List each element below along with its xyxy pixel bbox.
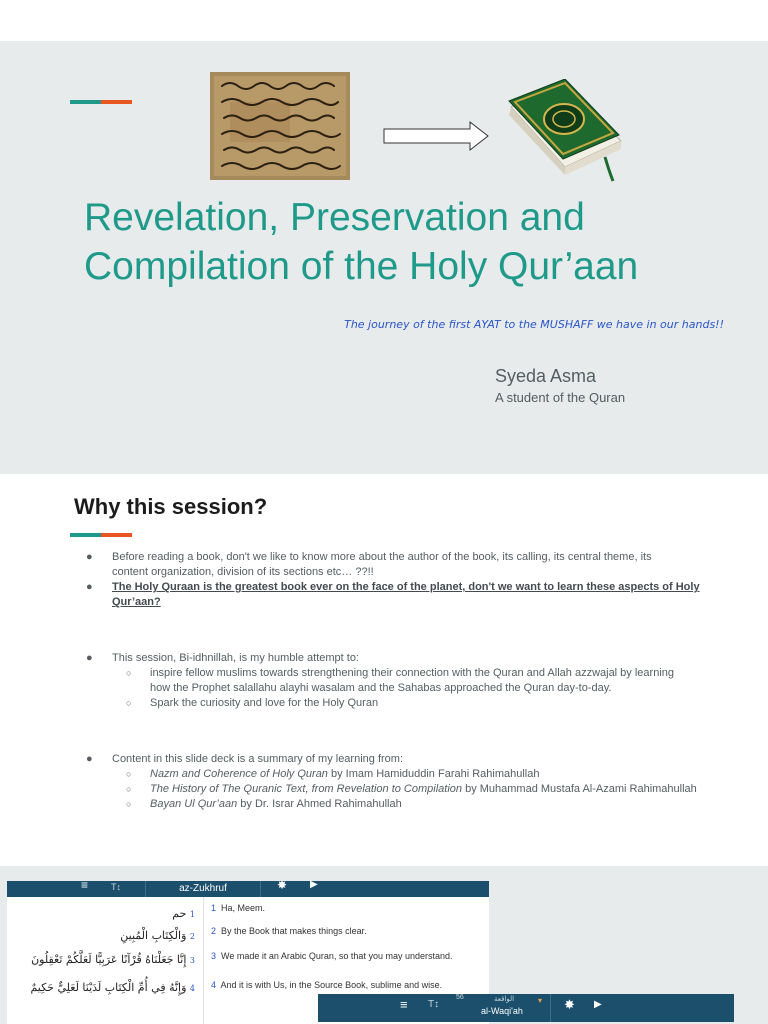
accent-orange-segment: [101, 100, 132, 104]
english-verse-1: [211, 903, 481, 914]
accent-bar: [70, 533, 132, 537]
surah-number: 56: [456, 994, 464, 1001]
english-text: Ha, Meem.: [221, 903, 266, 913]
bullet-item: [84, 580, 724, 610]
accent-bar: [70, 100, 132, 104]
verse-number: 3: [211, 951, 217, 961]
source-item: [84, 767, 724, 782]
verse-number: 2: [189, 932, 195, 941]
sub-bullet-item: [84, 696, 724, 711]
verse-number: 4: [189, 984, 195, 993]
sub-bullet-text: inspire fellow muslims towards strengthening their connection with the Quran and Allah azzwajal by learning: [150, 667, 674, 679]
bullet-dot-icon: ●: [86, 652, 93, 664]
accent-teal-segment: [70, 533, 101, 537]
bullet-group-purpose: [84, 651, 724, 711]
accent-teal-segment: [70, 100, 101, 104]
slide-title: [84, 193, 704, 291]
bullet-text: content organization, division of its sections etc… ??!!: [112, 566, 374, 578]
arabic-verse-4: [30, 981, 195, 994]
bullet-group-sources: [84, 752, 724, 812]
right-arrow-icon: [382, 121, 490, 151]
sub-bullet-text: how the Prophet salallahu alayhi wasalam and the Sahabas approached the Quran day-to-day.: [150, 682, 612, 694]
sub-bullet-circle-icon: ○: [126, 698, 132, 708]
arabic-text: حم: [172, 907, 187, 920]
surah-selector[interactable]: az-Zukhruf: [145, 881, 261, 897]
sub-bullet-text: Spark the curiosity and love for the Holy Quran: [150, 697, 379, 709]
english-verse-2: [211, 926, 481, 937]
app-top-bar: [7, 878, 489, 897]
arabic-verse-1: [172, 907, 195, 920]
bar-divider: [550, 994, 551, 1022]
column-divider: [203, 897, 204, 1024]
verse-number: 1: [189, 910, 195, 919]
bullet-text-emphasis: Qur’aan?: [112, 596, 161, 608]
arabic-verse-3: [31, 953, 195, 966]
arabic-text: وَإِنَّهُ فِي أُمِّ الْكِتَابِ لَدَيْنَا لَعَلِيٌّ حَكِيمٌ: [30, 981, 187, 994]
gear-icon[interactable]: ✸: [564, 997, 575, 1012]
arabic-text: إِنَّا جَعَلْنَاهُ قُرْآنًا عَرَبِيًّا لَعَلَّكُمْ تَعْقِلُونَ: [31, 953, 187, 966]
bullet-text: Content in this slide deck is a summary of my learning from:: [112, 753, 404, 765]
source-item: [84, 797, 724, 812]
english-text: And it is with Us, in the Source Book, sublime and wise.: [220, 980, 443, 990]
arabic-verse-2: [120, 929, 195, 942]
slide-title-line1: Revelation, Preservation and: [84, 196, 585, 239]
text-size-icon[interactable]: T↕: [111, 882, 121, 892]
why-session-slide: [0, 474, 768, 866]
bullet-text: Before reading a book, don't we like to know more about the author of the book, its calling, its central theme, its: [112, 551, 652, 563]
play-icon[interactable]: ▶: [310, 879, 318, 890]
bullet-dot-icon: ●: [86, 753, 93, 765]
slide-heading: Why this session?: [74, 494, 268, 519]
quran-app-slide: [0, 866, 768, 1024]
bullet-dot-icon: ●: [86, 551, 93, 563]
text-size-icon[interactable]: T↕: [428, 999, 440, 1010]
source-item: [84, 782, 724, 797]
quran-book-image: [505, 79, 625, 183]
verse-number: 4: [211, 980, 217, 990]
surah-selector[interactable]: al-Waqi'ah: [481, 1006, 523, 1016]
bullet-item: [84, 550, 724, 580]
slide-title-line2: Compilation of the Holy Qur’aan: [84, 245, 639, 288]
gear-icon[interactable]: ✸: [277, 878, 288, 892]
verse-number: 3: [189, 956, 195, 965]
english-text: By the Book that makes things clear.: [221, 926, 367, 936]
english-text: We made it an Arabic Quran, so that you may understand.: [221, 951, 453, 961]
app-bottom-bar: [318, 994, 734, 1022]
source-author: by Imam Hamiduddin Farahi Rahimahullah: [327, 768, 540, 780]
bullet-text: This session, Bi-idhnillah, is my humble attempt to:: [112, 652, 359, 664]
source-title: The History of The Quranic Text, from Revelation to Compilation: [150, 783, 463, 795]
menu-icon[interactable]: ≡: [400, 997, 408, 1012]
bullet-group-intro: [84, 550, 724, 610]
bullet-item: [84, 651, 724, 666]
source-title: Bayan Ul Qur’aan: [150, 798, 238, 810]
arabic-text: وَالْكِتَابِ الْمُبِينِ: [120, 929, 187, 942]
english-verse-4: [211, 980, 481, 991]
sub-bullet-circle-icon: ○: [126, 799, 132, 809]
chevron-down-icon[interactable]: ▾: [538, 996, 543, 1005]
verse-number: 1: [211, 903, 217, 913]
manuscript-image: [210, 72, 350, 180]
verse-number: 2: [211, 926, 217, 936]
author-name: Syeda Asma: [495, 366, 597, 386]
sub-bullet-circle-icon: ○: [126, 784, 132, 794]
english-verse-3: [211, 951, 481, 962]
play-icon[interactable]: ▶: [594, 999, 602, 1010]
sub-bullet-circle-icon: ○: [126, 668, 132, 678]
sub-bullet-circle-icon: ○: [126, 769, 132, 779]
author-role: A student of the Quran: [495, 390, 626, 405]
source-author: by Dr. Israr Ahmed Rahimahullah: [237, 798, 402, 810]
bullet-dot-icon: ●: [86, 581, 93, 593]
sub-bullet-item: [84, 666, 724, 696]
source-author: by Muhammad Mustafa Al-Azami Rahimahullah: [462, 783, 697, 795]
bullet-text-emphasis: The Holy Quraan is the greatest book ever on the face of the planet, don't we want to learn these aspects of Holy: [112, 581, 700, 593]
surah-arabic-name: الواقعة: [494, 995, 515, 1003]
title-slide: [0, 41, 768, 474]
bullet-item: [84, 752, 724, 767]
slide-subtitle: The journey of the first AYAT to the MUSHAFF we have in our hands!!: [344, 318, 724, 331]
source-title: Nazm and Coherence of Holy Quran: [150, 768, 328, 780]
menu-icon[interactable]: ≡: [81, 878, 89, 892]
accent-orange-segment: [101, 533, 132, 537]
